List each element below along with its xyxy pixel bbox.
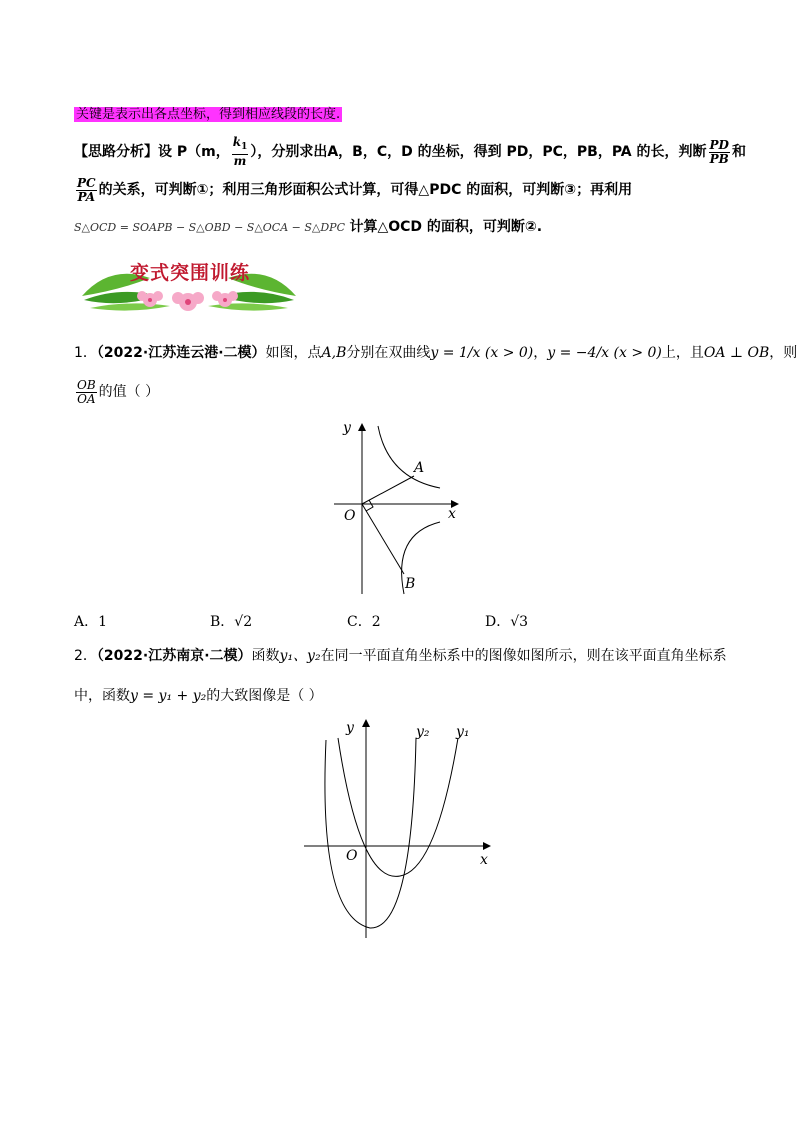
q2-label-y2: y₂ — [416, 724, 430, 740]
key-note-highlight: 关键是表示出各点坐标，得到相应线段的长度. — [76, 107, 341, 122]
q1-text-a: 如图，点 — [265, 345, 322, 361]
q1-text-b: 分别在双曲线 — [346, 345, 431, 361]
analysis-text-1a: 设 P（m， — [158, 144, 230, 160]
analysis-label: 【思路分析】 — [74, 144, 158, 160]
analysis-text-1c: 和 — [731, 144, 746, 160]
q2-label-y: y — [346, 720, 354, 736]
q2-figure — [300, 716, 495, 941]
q1-figure — [330, 418, 470, 598]
area-formula: S△OCD = SOAPB − S△OBD − S△OCA − S△DPC — [74, 221, 345, 234]
analysis-line-1 — [74, 136, 746, 166]
q2-text-b: 在同一平面直角坐标系中的图像如图所示，则在该平面直角坐标系 — [320, 648, 727, 664]
analysis-text-2a: 的关系，可判断①；利用三角形面积公式计算，可得△PDC 的面积，可判断③；再利用 — [98, 182, 633, 198]
analysis-text-1b: ），分别求出A，B，C，D 的坐标，得到 PD，PC，PB，PA 的长，判断 — [250, 144, 707, 160]
q2-label-x: x — [480, 852, 488, 868]
q1-curve-2: y = −4/x (x > 0) — [547, 345, 662, 361]
q1-condition: OA ⊥ OB — [703, 345, 770, 361]
q2-label-o: O — [346, 848, 358, 864]
q1-number: 1． — [74, 345, 97, 361]
q1-points: A,B — [321, 345, 347, 361]
q1-sep: ， — [533, 345, 548, 361]
q1-label-a: A — [414, 460, 425, 476]
q1-label-y: y — [343, 420, 351, 436]
analysis-line-3 — [74, 217, 542, 238]
fraction-pc-pa: $\frac{PC}{PA}$ — [77, 175, 96, 204]
analysis-line-2 — [74, 175, 632, 205]
fraction-k1-m: $\frac{k_1}{m}$ — [232, 135, 248, 168]
q1-text-e: 的值（ ） — [98, 384, 160, 400]
q1-option-a: A．1 — [74, 614, 108, 630]
q1-text-d: ，则 — [769, 345, 797, 361]
banner-title: 变式突围训练 — [129, 262, 250, 284]
q1-option-d: D．√3 — [485, 614, 529, 630]
q1-source: （2022·江苏连云港·二模） — [96, 345, 266, 361]
q1-text-c: 上，且 — [661, 345, 704, 361]
q1-label-o: O — [344, 508, 356, 524]
q1-option-b: B．√2 — [210, 614, 253, 630]
fraction-ob-oa: $\frac{OB}{OA}$ — [77, 377, 96, 406]
q2-line-1 — [74, 646, 727, 666]
q2-label-y1: y₁ — [456, 724, 470, 740]
fraction-pd-pb: $\frac{PD}{PB}$ — [709, 137, 729, 166]
q1-line-2 — [74, 376, 159, 408]
section-banner — [80, 256, 298, 316]
q2-sum: y = y₁ + y₂ — [130, 688, 207, 704]
q1-line-1 — [74, 338, 797, 368]
q1-curve-1: y = 1/x (x > 0) — [430, 345, 534, 361]
q2-text-a: 函数 — [251, 648, 280, 664]
q2-number: 2． — [74, 648, 97, 664]
analysis-text-3a: 计算△OCD 的面积，可判断②. — [349, 219, 543, 235]
q1-option-c: C．2 — [347, 614, 381, 630]
q1-label-b: B — [405, 576, 416, 592]
q2-text-d: 的大致图像是（ ） — [206, 688, 323, 704]
key-note — [74, 104, 342, 125]
q2-functions: y₁、y₂ — [279, 648, 321, 664]
q2-source: （2022·江苏南京·二模） — [96, 648, 252, 664]
q2-line-2 — [74, 686, 323, 706]
q2-text-c: 中，函数 — [74, 688, 130, 704]
q1-label-x: x — [448, 506, 456, 522]
